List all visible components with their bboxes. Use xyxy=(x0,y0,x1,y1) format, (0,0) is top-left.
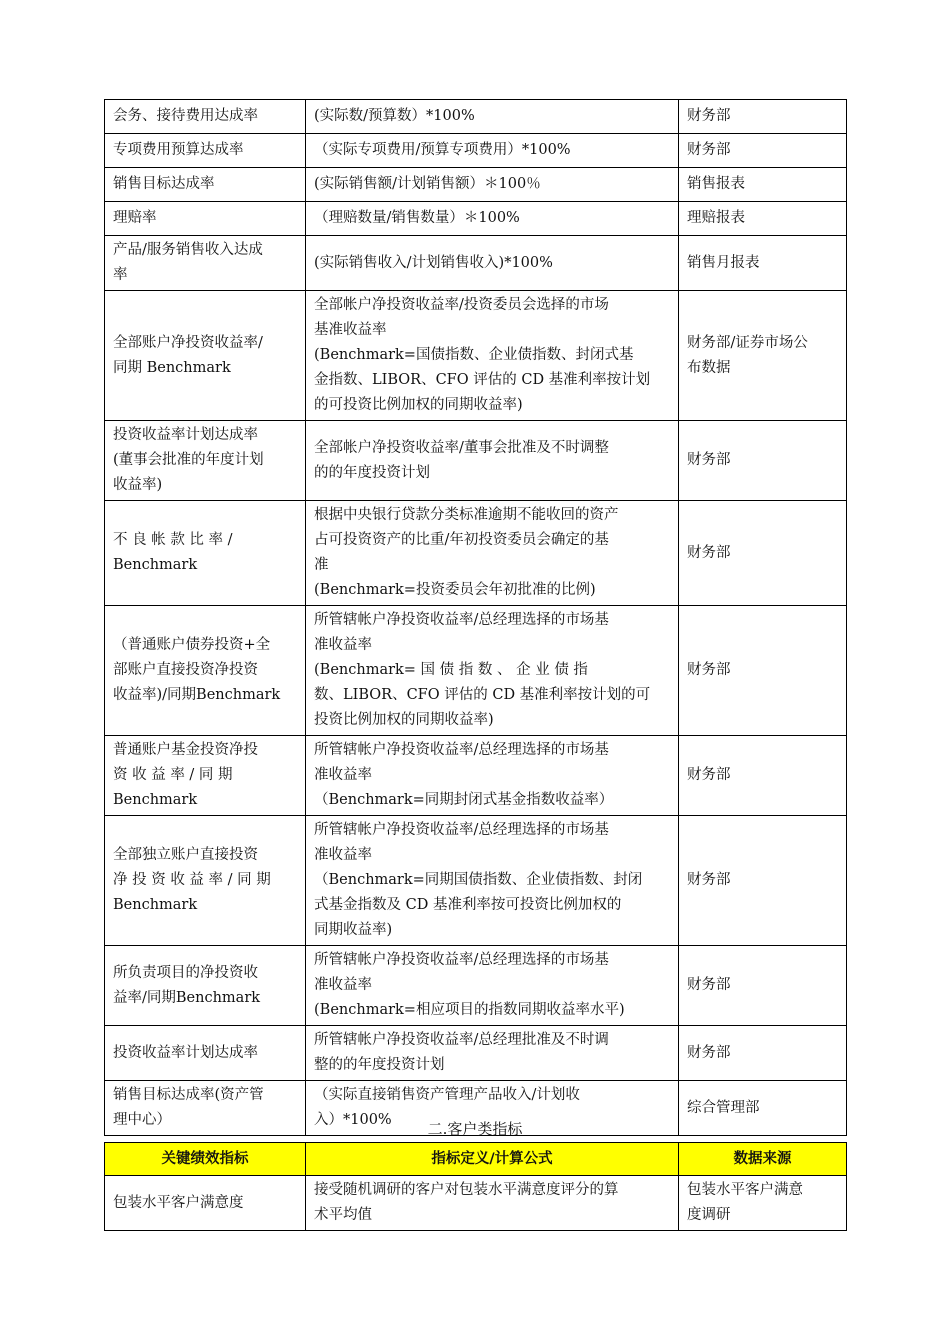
formula-line: (Benchmark= 国 债 指 数 、 企 业 债 指 xyxy=(314,662,588,678)
formula-line: 准收益率 xyxy=(314,847,372,863)
cell-formula xyxy=(306,501,679,606)
indicator-line: 不 良 帐 款 比 率 / xyxy=(113,532,233,548)
table-row xyxy=(105,421,847,501)
cell-indicator xyxy=(105,816,306,946)
indicator-line: 益率/同期Benchmark xyxy=(113,989,261,1006)
formula-line: 的可投资比例加权的同期收益率) xyxy=(314,397,523,413)
header-indicator: 关键绩效指标 xyxy=(105,1143,306,1176)
source-line: 财务部 xyxy=(687,544,731,561)
formula-line: (Benchmark=投资委员会年初批准的比例) xyxy=(314,582,596,598)
formula-line: 数、LIBOR、CFO 评估的 CD 基准利率按计划的可 xyxy=(314,687,651,703)
source-line: 财务部 xyxy=(687,662,731,678)
cell-source xyxy=(679,100,847,134)
table-row xyxy=(105,816,847,946)
table-row xyxy=(105,168,847,202)
source-line: 财务部/证券市场公 xyxy=(687,334,808,351)
indicator-line: 包装水平客户满意度 xyxy=(113,1194,244,1211)
cell-indicator xyxy=(105,100,306,134)
indicator-line: 销售目标达成率 xyxy=(113,176,215,192)
cell-formula xyxy=(306,202,679,236)
table-row xyxy=(105,236,847,291)
cell-source xyxy=(679,1176,847,1231)
cell-formula xyxy=(306,736,679,816)
table-row xyxy=(105,501,847,606)
formula-line: 术平均值 xyxy=(314,1207,372,1223)
source-line: 布数据 xyxy=(687,359,731,376)
formula-line: （实际专项费用/预算专项费用）*100% xyxy=(314,142,571,158)
formula-line: 全部帐户净投资收益率/投资委员会选择的市场 xyxy=(314,297,609,313)
source-line: 财务部 xyxy=(687,142,731,158)
source-line: 财务部 xyxy=(687,977,731,993)
cell-indicator xyxy=(105,1176,306,1231)
formula-line: （理赔数量/销售数量）＊100% xyxy=(314,210,520,226)
cell-source xyxy=(679,134,847,168)
formula-line: (实际销售收入/计划销售收入)*100% xyxy=(314,254,553,271)
cell-source xyxy=(679,236,847,291)
indicator-line: 部账户直接投资净投资 xyxy=(113,662,258,678)
indicator-line: 资 收 益 率 / 同 期 xyxy=(113,767,233,783)
cell-indicator xyxy=(105,291,306,421)
header-formula: 指标定义/计算公式 xyxy=(306,1143,679,1176)
customer-kpi-table xyxy=(104,1142,847,1231)
indicator-line: 销售目标达成率(资产管 xyxy=(113,1087,264,1103)
indicator-line: 全部账户净投资收益率/ xyxy=(113,334,263,351)
cell-indicator xyxy=(105,946,306,1026)
cell-formula xyxy=(306,606,679,736)
indicator-line: 率 xyxy=(113,267,128,283)
source-line: 财务部 xyxy=(687,108,731,124)
table-row xyxy=(105,736,847,816)
cell-source xyxy=(679,736,847,816)
formula-line: 准收益率 xyxy=(314,637,372,653)
table-row xyxy=(105,1176,847,1231)
indicator-line: Benchmark xyxy=(113,792,198,808)
cell-formula xyxy=(306,816,679,946)
formula-line: 占可投资资产的比重/年初投资委员会确定的基 xyxy=(314,532,609,548)
cell-indicator xyxy=(105,1026,306,1081)
source-line: 包装水平客户满意 xyxy=(687,1182,803,1198)
indicator-line: 普通账户基金投资净投 xyxy=(113,742,258,758)
financial-kpi-table-body xyxy=(105,100,847,1136)
indicator-line: （普通账户债券投资+全 xyxy=(113,637,271,653)
indicator-line: 产品/服务销售收入达成 xyxy=(113,242,263,258)
indicator-line: 专项费用预算达成率 xyxy=(113,142,244,158)
formula-line: (Benchmark=国债指数、企业债指数、封闭式基 xyxy=(314,347,634,363)
cell-formula xyxy=(306,100,679,134)
source-line: 销售报表 xyxy=(687,176,745,192)
indicator-line: (董事会批准的年度计划 xyxy=(113,452,264,468)
formula-line: 金指数、LIBOR、CFO 评估的 CD 基准利率按计划 xyxy=(314,372,651,388)
table-row xyxy=(105,134,847,168)
formula-line: 所管辖帐户净投资收益率/总经理批准及不时调 xyxy=(314,1032,609,1048)
formula-line: 投资比例加权的同期收益率) xyxy=(314,712,494,728)
formula-line: 基准收益率 xyxy=(314,322,387,338)
source-line: 财务部 xyxy=(687,767,731,783)
cell-source xyxy=(679,816,847,946)
formula-line: 同期收益率) xyxy=(314,922,393,938)
cell-formula xyxy=(306,421,679,501)
formula-line: 整的的年度投资计划 xyxy=(314,1057,445,1073)
cell-indicator xyxy=(105,134,306,168)
table-row xyxy=(105,291,847,421)
formula-line: (实际数/预算数）*100% xyxy=(314,108,475,124)
source-line: 财务部 xyxy=(687,1044,731,1061)
customer-kpi-header-row xyxy=(105,1143,847,1176)
source-line: 销售月报表 xyxy=(687,254,760,271)
cell-indicator xyxy=(105,736,306,816)
table-row xyxy=(105,606,847,736)
cell-indicator xyxy=(105,236,306,291)
formula-line: 全部帐户净投资收益率/董事会批准及不时调整 xyxy=(314,439,609,456)
cell-formula xyxy=(306,134,679,168)
table-row xyxy=(105,100,847,134)
cell-source xyxy=(679,1026,847,1081)
cell-formula xyxy=(306,168,679,202)
cell-source xyxy=(679,291,847,421)
source-line: 财务部 xyxy=(687,872,731,888)
formula-line: 准收益率 xyxy=(314,977,372,993)
formula-line: 所管辖帐户净投资收益率/总经理选择的市场基 xyxy=(314,742,609,758)
source-line: 综合管理部 xyxy=(687,1099,760,1116)
formula-line: 所管辖帐户净投资收益率/总经理选择的市场基 xyxy=(314,612,609,628)
cell-source xyxy=(679,501,847,606)
formula-line: (实际销售额/计划销售额）＊100％ xyxy=(314,176,541,192)
cell-formula xyxy=(306,946,679,1026)
cell-source xyxy=(679,202,847,236)
formula-line: (Benchmark=相应项目的指数同期收益率水平) xyxy=(314,1002,625,1018)
indicator-line: 理赔率 xyxy=(113,210,157,226)
indicator-line: 收益率)/同期Benchmark xyxy=(113,687,281,703)
indicator-line: 全部独立账户直接投资 xyxy=(113,847,258,863)
cell-source xyxy=(679,421,847,501)
cell-formula xyxy=(306,1176,679,1231)
formula-line: 根据中央银行贷款分类标准逾期不能收回的资产 xyxy=(314,507,619,523)
header-source: 数据来源 xyxy=(679,1143,847,1176)
indicator-line: Benchmark xyxy=(113,557,198,573)
formula-line: （Benchmark=同期封闭式基金指数收益率） xyxy=(314,792,614,808)
indicator-line: 投资收益率计划达成率 xyxy=(113,1044,258,1061)
indicator-line: 同期 Benchmark xyxy=(113,359,231,376)
cell-indicator xyxy=(105,202,306,236)
cell-formula xyxy=(306,236,679,291)
cell-indicator xyxy=(105,501,306,606)
formula-line: 准收益率 xyxy=(314,767,372,783)
formula-line: 所管辖帐户净投资收益率/总经理选择的市场基 xyxy=(314,952,609,968)
cell-indicator xyxy=(105,168,306,202)
formula-line: （实际直接销售资产管理产品收入/计划收 xyxy=(314,1087,580,1103)
table-row xyxy=(105,946,847,1026)
indicator-line: 收益率) xyxy=(113,477,163,493)
table-row xyxy=(105,1026,847,1081)
formula-line: 入）*100% xyxy=(314,1112,392,1128)
formula-line: （Benchmark=同期国债指数、企业债指数、封闭 xyxy=(314,872,643,888)
section-caption: 二.客户类指标 xyxy=(427,1120,523,1138)
indicator-line: 所负责项目的净投资收 xyxy=(113,964,258,981)
formula-line: 准 xyxy=(314,557,329,573)
formula-line: 的的年度投资计划 xyxy=(314,464,430,481)
cell-source xyxy=(679,946,847,1026)
formula-line: 所管辖帐户净投资收益率/总经理选择的市场基 xyxy=(314,822,609,838)
customer-kpi-table-body xyxy=(105,1176,847,1231)
cell-indicator xyxy=(105,606,306,736)
source-line: 理赔报表 xyxy=(687,210,745,226)
cell-formula xyxy=(306,291,679,421)
cell-source xyxy=(679,606,847,736)
formula-line: 接受随机调研的客户对包装水平满意度评分的算 xyxy=(314,1182,619,1198)
cell-formula xyxy=(306,1026,679,1081)
financial-kpi-table xyxy=(104,99,847,1136)
indicator-line: 理中心） xyxy=(113,1112,171,1128)
indicator-line: 净 投 资 收 益 率 / 同 期 xyxy=(113,872,271,888)
source-line: 财务部 xyxy=(687,452,731,468)
indicator-line: Benchmark xyxy=(113,897,198,913)
source-line: 度调研 xyxy=(687,1207,731,1223)
indicator-line: 会务、接待费用达成率 xyxy=(113,108,258,124)
indicator-line: 投资收益率计划达成率 xyxy=(113,427,258,443)
table-row xyxy=(105,202,847,236)
cell-indicator xyxy=(105,421,306,501)
cell-source xyxy=(679,168,847,202)
formula-line: 式基金指数及 CD 基准利率按可投资比例加权的 xyxy=(314,897,622,913)
